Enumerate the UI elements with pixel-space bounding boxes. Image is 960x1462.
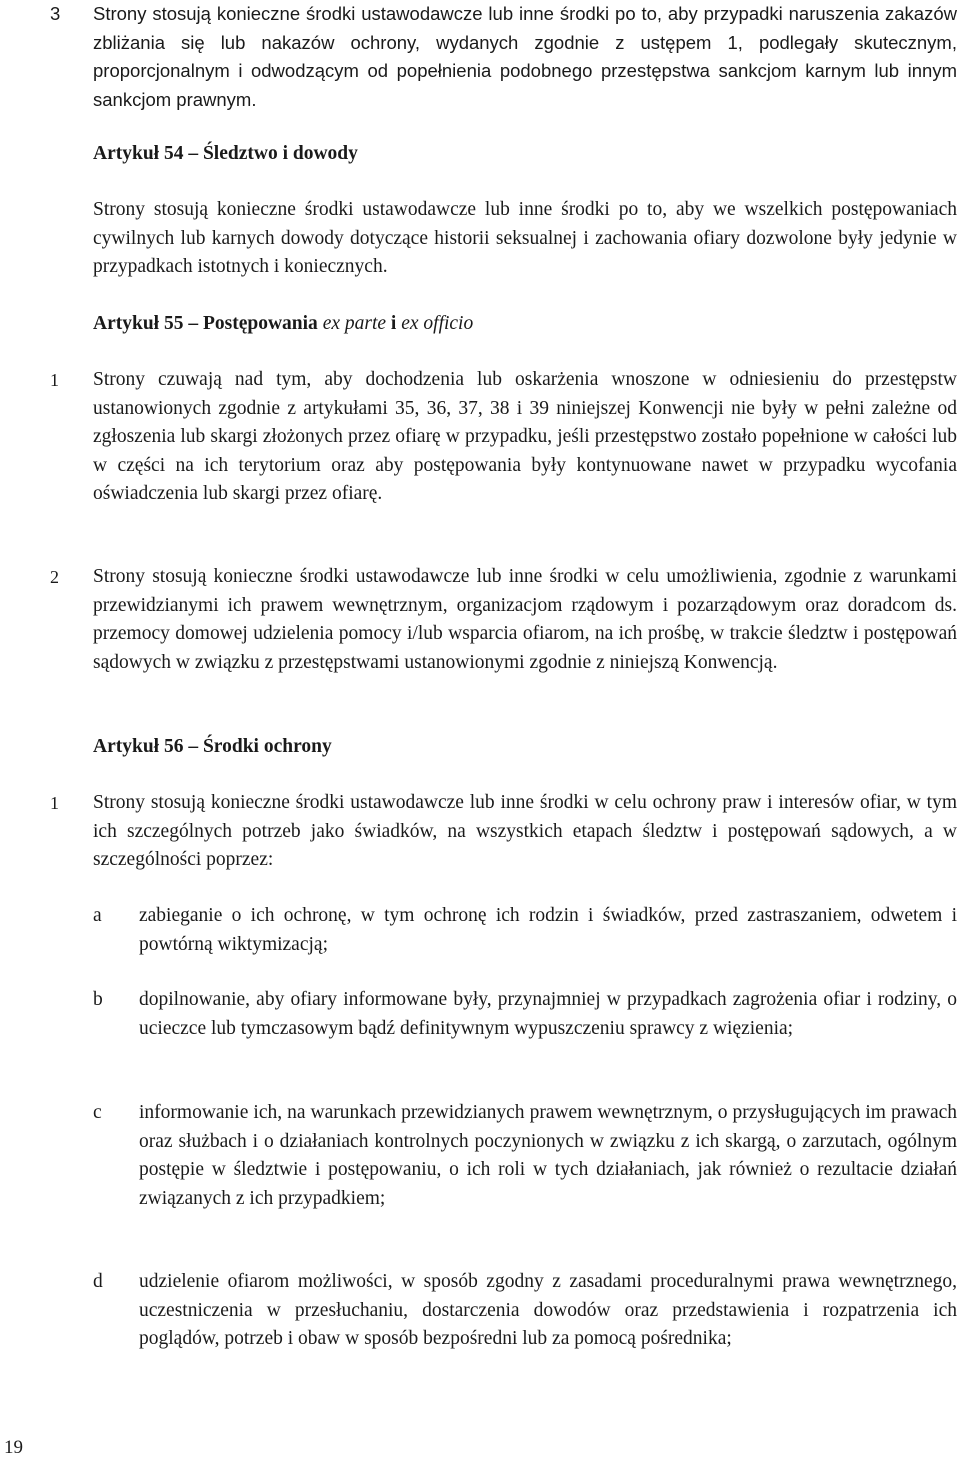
paragraph-number: 3 [50, 3, 61, 24]
list-item-letter: a [93, 905, 102, 926]
list-item-text: informowanie ich, na warunkach przewidzianych prawem wewnętrznym, o przysługujących im prawach oraz służbach i o działaniach kontrolnych poczynionych w związku z ich skargą, o zarzutach, ogólnym postępie w śledztwie i postępowaniu, o ich roli w tych działaniach, jak również o rezultacie działań związanych z ich przypadkiem; [139, 1102, 957, 1209]
heading-text: i [386, 313, 402, 334]
list-item-letter: c [93, 1102, 102, 1123]
article-56-heading: Artykuł 56 – Środki ochrony [93, 736, 332, 757]
article-54-heading: Artykuł 54 – Śledztwo i dowody [93, 143, 358, 164]
list-item-letter: b [93, 989, 103, 1010]
paragraph-text: Strony stosują konieczne środki ustawodawcze lub inne środki po to, aby przypadki naruszenia zakazów zbliżania się lub nakazów ochrony, wydanych zgodnie z ustępem 1, podlegały skutecznym, proporcjonalnym i odwodzącym od popełnienia podobnego przestępstwa sankcjom karnym lub innym sankcjom prawnym. [93, 3, 957, 110]
paragraph-text: Strony czuwają nad tym, aby dochodzenia lub oskarżenia wnoszone w odniesieniu do przestępstw ustanowionych zgodnie z artykułami 35, 36, 37, 38 i 39 niniejszej Konwencji nie były w pełni zależne od zgłoszenia lub skargi złożonych przez ofiarę w przypadku, jeśli przestępstwo zostało popełnione w całości lub w części na ich terytorium oraz aby postępowania były kontynuowane nawet w przypadku wycofania oświadczenia lub skargi przez ofiarę. [93, 369, 957, 504]
paragraph-text: Strony stosują konieczne środki ustawodawcze lub inne środki po to, aby we wszelkich postępowaniach cywilnych lub karnych dowody dotyczące historii seksualnej i zachowania ofiary dozwolone były jedynie w przypadkach istotnych i koniecznych. [93, 199, 957, 277]
list-item-text: udzielenie ofiarom możliwości, w sposób zgodny z zasadami proceduralnymi prawa wewnętrznego, uczestniczenia w przesłuchaniu, dostarczenia dowodów oraz przedstawienia i rozpatrzenia ich poglądów, potrzeb i obaw w sposób bezpośredni lub za pomocą pośrednika; [139, 1271, 957, 1349]
heading-italic: ex parte [322, 313, 387, 334]
list-item-text: zabieganie o ich ochronę, w tym ochronę ich rodzin i świadków, przed zastraszaniem, odwetem i powtórną wiktymizacją; [139, 905, 957, 955]
paragraph-text: Strony stosują konieczne środki ustawodawcze lub inne środki w celu umożliwienia, zgodnie z warunkami przewidzianymi ich prawem wewnętrznym, organizacjom rządowym i pozarządowym oraz doradcom ds. przemocy domowej udzielenia pomocy i/lub wsparcia ofiarom, na ich prośbę, w trakcie śledztw i postępowań sądowych w związku z przestępstwami ustanowionymi zgodnie z niniejszą Konwencją. [93, 566, 957, 673]
paragraph-number: 2 [50, 567, 59, 587]
paragraph-text: Strony stosują konieczne środki ustawodawcze lub inne środki w celu ochrony praw i interesów ofiar, w tym ich szczególnych potrzeb jako świadków, na wszystkich etapach śledztw i postępowań sądowych, a w szczególności poprzez: [93, 792, 957, 870]
paragraph-number: 1 [50, 793, 59, 813]
heading-italic: ex officio [401, 313, 474, 334]
list-item-text: dopilnowanie, aby ofiary informowane były, przynajmniej w przypadkach zagrożenia ofiar i rodziny, o ucieczce lub tymczasowym bądź definitywnym wypuszczeniu sprawcy z więzienia; [139, 989, 957, 1039]
heading-text: Artykuł 55 – Postępowania [93, 313, 323, 334]
paragraph-number: 1 [50, 370, 59, 390]
list-item-letter: d [93, 1271, 103, 1292]
article-55-heading [93, 310, 473, 338]
page-number: 19 [4, 1437, 23, 1458]
